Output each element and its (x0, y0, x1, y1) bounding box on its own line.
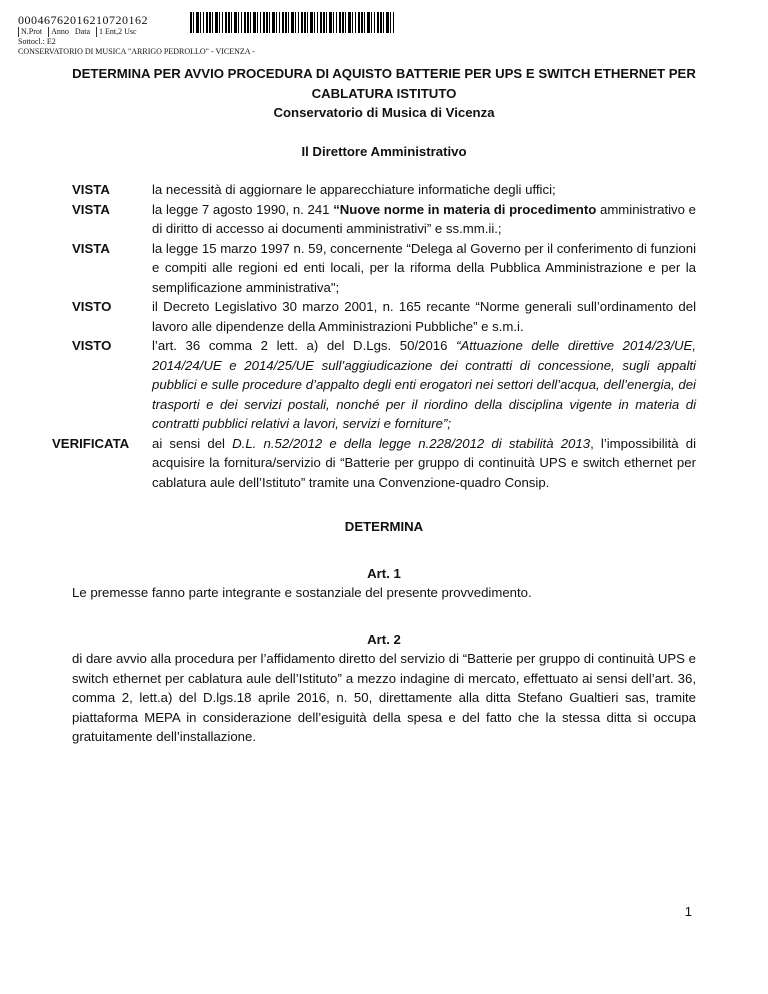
document-title (72, 64, 696, 123)
determina-heading: DETERMINA (344, 519, 424, 534)
premise-text: il Decreto Legislativo 30 marzo 2001, n. 165 recante “Norme generali sull’ordinamento del lavoro alle dipendenze della Amministrazioni Pubbliche” e s.m.i. (152, 299, 696, 334)
premise-text-part: la legge 7 agosto 1990, n. 241 (152, 201, 334, 217)
premise-text: la legge 15 marzo 1997 n. 59, concernente “Delega al Governo per il conferimento di funzioni e compiti alle regioni ed enti locali, per la riforma della Pubblica Amministrazione e per la semplificazione amministrativa"; (152, 240, 696, 295)
art2-text: di dare avvio alla procedura per l’affidamento diretto del servizio di “Batterie per gruppo di continuità UPS e switch ethernet per cablatura aule dell’Istituto” a mezzo indagine di mercato, effettuato ai sensi dell’art. 36, comma 2, lett.a) del D.lgs.18 aprile 2016, n. 50, direttamente alla ditta Stefano Gualtieri sas, tramite piattaforma MEPA in considerazione dell’esiguità della spesa e del fatto che la stessa ditta si occupa gratuitamente dell’installazione. (72, 651, 696, 744)
premise-keyword: VISTO (72, 299, 112, 314)
premise-text: la necessità di aggiornare le apparecchiature informatiche degli uffici; (152, 182, 556, 197)
protocol-code: 00046762016210720162 (18, 13, 148, 27)
premise-text-part: ai sensi del (152, 435, 233, 451)
art2-heading: Art. 2 (367, 631, 401, 647)
premise-text (152, 200, 696, 239)
premise-text (152, 336, 696, 434)
page-number: 1 (684, 904, 692, 919)
art1-text: Le premesse fanno parte integrante e sostanziale del presente provvedimento. (72, 585, 532, 600)
title-line-1: DETERMINA PER AVVIO PROCEDURA DI AQUISTO BATTERIE PER UPS E SWITCH ETHERNET PER (72, 66, 696, 81)
premise-text-part: l’art. 36 comma 2 lett. a) del D.Lgs. 50/2016 (152, 338, 457, 353)
field-nprot: N.Prot (18, 27, 42, 37)
premise-keyword: VISTA (72, 201, 110, 217)
premise-text-italic: “Attuazione delle direttive 2014/23/UE, 2014/24/UE e 2014/25/UE sull’aggiudicazione dei contratti di concessione, sugli appalti pubblici e sulle procedure d’appalto degli enti erogatori nei settori dell’acqua, dell’energia, dei trasporti e dei servizi postali, nonché per il riordino della disciplina vigente in materia di contratti pubblici relativi a lavori, servizi e forniture”; (152, 338, 696, 431)
premise-keyword: VISTA (72, 182, 110, 197)
document-body (52, 64, 696, 747)
sottocl-label: Sottocl.: E2 (18, 37, 56, 46)
title-line-3: Conservatorio di Musica di Vicenza (273, 105, 495, 120)
premises-list (52, 180, 696, 492)
field-data: Data (74, 27, 91, 36)
premise-text-bold: “Nuove norme in materia di procedimento (333, 201, 597, 217)
art1-heading: Art. 1 (367, 565, 401, 581)
premise-keyword: VISTO (72, 338, 112, 353)
premise-text-part: , l’impossibilità di acquisire la fornitura/servizio di “Batterie per gruppo di continuità UPS e switch ethernet per cablatura aule dell’Istituto” tramite una Convenzione-quadro Consip. (152, 435, 696, 490)
premise-text-italic: D.L. n.52/2012 e della legge n.228/2012 di stabilità 2013 (232, 435, 591, 451)
premise-keyword: VERIFICATA (52, 435, 130, 451)
barcode (190, 12, 394, 33)
field-anno: Anno (48, 27, 69, 37)
institution-label: CONSERVATORIO DI MUSICA "ARRIGO PEDROLLO" - VICENZA - (18, 47, 255, 56)
premise-keyword: VISTA (72, 240, 110, 256)
premise-text (152, 434, 696, 493)
field-direction: 1 Ent,2 Usc (96, 27, 137, 37)
premise-text-part: amministrativo e di diritto di accesso ai documenti amministrativi” e ss.mm.ii.; (152, 201, 696, 236)
title-line-2: CABLATURA ISTITUTO (311, 85, 457, 101)
director-heading: Il Direttore Amministrativo (301, 143, 467, 159)
